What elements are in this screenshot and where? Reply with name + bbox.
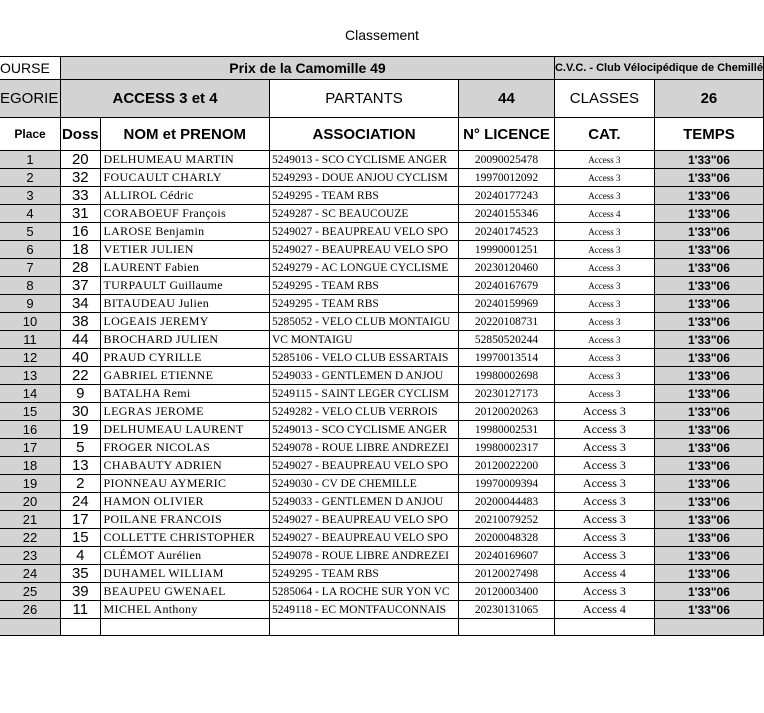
table-row [0,547,764,565]
licence-cell: 20240174523 [459,223,555,241]
column-header-row [0,118,764,151]
doss-cell: 33 [61,187,100,205]
name-cell: CLÉMOT Aurélien [100,547,269,565]
place-cell: 21 [0,511,61,529]
name-cell: POILANE FRANCOIS [100,511,269,529]
name-cell: LOGEAIS JEREMY [100,313,269,331]
place-cell: 26 [0,601,61,619]
association-cell: 5249078 - ROUE LIBRE ANDREZEI [269,547,458,565]
licence-cell: 19970012092 [459,169,555,187]
name-cell: DELHUMEAU MARTIN [100,151,269,169]
name-cell: HAMON OLIVIER [100,493,269,511]
category-cell: Access 3 [554,367,654,385]
category-cell: Access 3 [554,385,654,403]
place-cell: 15 [0,403,61,421]
category-cell: Access 3 [554,529,654,547]
association-cell: 5249033 - GENTLEMEN D ANJOU [269,367,458,385]
table-row [0,223,764,241]
name-cell: GABRIEL ETIENNE [100,367,269,385]
table-row-partial [0,619,764,636]
time-cell: 1'33"06 [654,349,763,367]
category-cell: Access 4 [554,205,654,223]
time-cell: 1'33"06 [654,151,763,169]
empty-cell [100,619,269,636]
time-cell: 1'33"06 [654,565,763,583]
table-row [0,565,764,583]
table-row [0,403,764,421]
doss-cell: 16 [61,223,100,241]
name-cell: CORABOEUF François [100,205,269,223]
time-cell: 1'33"06 [654,475,763,493]
licence-cell: 20230127173 [459,385,555,403]
doss-cell: 5 [61,439,100,457]
time-cell: 1'33"06 [654,205,763,223]
licence-cell: 20120022200 [459,457,555,475]
place-cell: 5 [0,223,61,241]
table-row [0,457,764,475]
table-row [0,529,764,547]
category-cell: Access 3 [554,169,654,187]
table-row [0,259,764,277]
association-cell: 5249293 - DOUE ANJOU CYCLISM [269,169,458,187]
time-cell: 1'33"06 [654,421,763,439]
licence-cell: 19970009394 [459,475,555,493]
name-cell: CHABAUTY ADRIEN [100,457,269,475]
empty-cell [654,619,763,636]
table-row [0,313,764,331]
category-cell: Access 3 [554,439,654,457]
time-cell: 1'33"06 [654,277,763,295]
doss-cell: 13 [61,457,100,475]
doss-cell: 28 [61,259,100,277]
place-cell: 20 [0,493,61,511]
time-cell: 1'33"06 [654,601,763,619]
col-header-association: ASSOCIATION [269,118,458,151]
results-table [0,56,764,636]
doss-cell: 39 [61,583,100,601]
category-cell: Access 3 [554,295,654,313]
licence-cell: 52850520244 [459,331,555,349]
time-cell: 1'33"06 [654,223,763,241]
association-cell: 5249013 - SCO CYCLISME ANGER [269,151,458,169]
licence-cell: 20230131065 [459,601,555,619]
doss-cell: 17 [61,511,100,529]
name-cell: FROGER NICOLAS [100,439,269,457]
partants-count: 44 [459,80,555,118]
licence-cell: 20200048328 [459,529,555,547]
association-cell: VC MONTAIGU [269,331,458,349]
table-row [0,421,764,439]
name-cell: BEAUPEU GWENAEL [100,583,269,601]
category-cell: Access 3 [554,493,654,511]
category-value: ACCESS 3 et 4 [61,80,270,118]
category-cell: Access 3 [554,421,654,439]
page-title: Classement [345,27,419,43]
licence-cell: 20240167679 [459,277,555,295]
name-cell: PRAUD CYRILLE [100,349,269,367]
col-header-cat: CAT. [554,118,654,151]
category-cell: Access 3 [554,403,654,421]
table-row [0,601,764,619]
licence-cell: 20200044483 [459,493,555,511]
doss-cell: 31 [61,205,100,223]
licence-cell: 19980002531 [459,421,555,439]
association-cell: 5249013 - SCO CYCLISME ANGER [269,421,458,439]
association-cell: 5249115 - SAINT LEGER CYCLISM [269,385,458,403]
place-cell: 14 [0,385,61,403]
header-row-course [0,57,764,80]
name-cell: BATALHA Remi [100,385,269,403]
licence-cell: 20240169607 [459,547,555,565]
course-label: OURSE [0,57,61,80]
doss-cell: 38 [61,313,100,331]
doss-cell: 37 [61,277,100,295]
doss-cell: 9 [61,385,100,403]
name-cell: LEGRAS JEROME [100,403,269,421]
category-cell: Access 3 [554,583,654,601]
place-cell: 10 [0,313,61,331]
classes-count: 26 [654,80,763,118]
licence-cell: 20090025478 [459,151,555,169]
doss-cell: 30 [61,403,100,421]
time-cell: 1'33"06 [654,331,763,349]
doss-cell: 19 [61,421,100,439]
time-cell: 1'33"06 [654,547,763,565]
table-row [0,187,764,205]
name-cell: LAURENT Fabien [100,259,269,277]
name-cell: BITAUDEAU Julien [100,295,269,313]
doss-cell: 11 [61,601,100,619]
place-cell: 19 [0,475,61,493]
name-cell: TURPAULT Guillaume [100,277,269,295]
association-cell: 5249078 - ROUE LIBRE ANDREZEI [269,439,458,457]
col-header-doss: Doss [61,118,100,151]
doss-cell: 34 [61,295,100,313]
time-cell: 1'33"06 [654,439,763,457]
doss-cell: 2 [61,475,100,493]
place-cell: 12 [0,349,61,367]
name-cell: FOUCAULT CHARLY [100,169,269,187]
place-cell: 4 [0,205,61,223]
doss-cell: 20 [61,151,100,169]
category-cell: Access 3 [554,349,654,367]
licence-cell: 19980002317 [459,439,555,457]
empty-cell [61,619,100,636]
licence-cell: 20240159969 [459,295,555,313]
empty-cell [269,619,458,636]
time-cell: 1'33"06 [654,493,763,511]
race-name: Prix de la Camomille 49 [61,57,555,80]
licence-cell: 20120020263 [459,403,555,421]
association-cell: 5249295 - TEAM RBS [269,187,458,205]
place-cell: 25 [0,583,61,601]
category-cell: Access 3 [554,241,654,259]
association-cell: 5249282 - VELO CLUB VERROIS [269,403,458,421]
association-cell: 5249287 - SC BEAUCOUZE [269,205,458,223]
doss-cell: 40 [61,349,100,367]
category-cell: Access 3 [554,277,654,295]
doss-cell: 4 [61,547,100,565]
categorie-label: EGORIE [0,80,61,118]
partants-label: PARTANTS [269,80,458,118]
time-cell: 1'33"06 [654,403,763,421]
association-cell: 5249295 - TEAM RBS [269,295,458,313]
table-row [0,493,764,511]
category-cell: Access 3 [554,331,654,349]
table-row [0,367,764,385]
category-cell: Access 4 [554,565,654,583]
place-cell: 9 [0,295,61,313]
table-row [0,511,764,529]
time-cell: 1'33"06 [654,313,763,331]
place-cell: 7 [0,259,61,277]
time-cell: 1'33"06 [654,385,763,403]
place-cell: 16 [0,421,61,439]
name-cell: MICHEL Anthony [100,601,269,619]
licence-cell: 20210079252 [459,511,555,529]
association-cell: 5285106 - VELO CLUB ESSARTAIS [269,349,458,367]
name-cell: COLLETTE CHRISTOPHER [100,529,269,547]
name-cell: ALLIROL Cédric [100,187,269,205]
table-row [0,439,764,457]
table-row [0,205,764,223]
licence-cell: 20240177243 [459,187,555,205]
col-header-temps: TEMPS [654,118,763,151]
place-cell: 2 [0,169,61,187]
association-cell: 5249027 - BEAUPREAU VELO SPO [269,241,458,259]
licence-cell: 20120027498 [459,565,555,583]
doss-cell: 24 [61,493,100,511]
association-cell: 5249295 - TEAM RBS [269,565,458,583]
doss-cell: 15 [61,529,100,547]
category-cell: Access 3 [554,475,654,493]
association-cell: 5249118 - EC MONTFAUCONNAIS [269,601,458,619]
category-cell: Access 3 [554,259,654,277]
association-cell: 5285064 - LA ROCHE SUR YON VC [269,583,458,601]
table-row [0,349,764,367]
results-sheet [0,56,764,636]
time-cell: 1'33"06 [654,295,763,313]
col-header-licence: N° LICENCE [459,118,555,151]
place-cell: 23 [0,547,61,565]
empty-cell [554,619,654,636]
licence-cell: 19970013514 [459,349,555,367]
category-cell: Access 3 [554,313,654,331]
licence-cell: 20220108731 [459,313,555,331]
place-cell: 8 [0,277,61,295]
category-cell: Access 3 [554,547,654,565]
association-cell: 5249279 - AC LONGUE CYCLISME [269,259,458,277]
table-row [0,241,764,259]
name-cell: VETIER JULIEN [100,241,269,259]
time-cell: 1'33"06 [654,367,763,385]
table-row [0,385,764,403]
doss-cell: 44 [61,331,100,349]
col-header-place: Place [0,118,61,151]
time-cell: 1'33"06 [654,457,763,475]
table-row [0,583,764,601]
association-cell: 5249033 - GENTLEMEN D ANJOU [269,493,458,511]
table-row [0,295,764,313]
header-row-category [0,80,764,118]
association-cell: 5285052 - VELO CLUB MONTAIGU [269,313,458,331]
place-cell: 3 [0,187,61,205]
doss-cell: 32 [61,169,100,187]
name-cell: LAROSE Benjamin [100,223,269,241]
place-cell: 1 [0,151,61,169]
table-row [0,475,764,493]
place-cell: 24 [0,565,61,583]
classes-label: CLASSES [554,80,654,118]
time-cell: 1'33"06 [654,241,763,259]
organizer-club: C.V.C. - Club Vélocipédique de Chemillé [554,57,763,80]
place-cell: 18 [0,457,61,475]
association-cell: 5249027 - BEAUPREAU VELO SPO [269,529,458,547]
name-cell: PIONNEAU AYMERIC [100,475,269,493]
name-cell: BROCHARD JULIEN [100,331,269,349]
licence-cell: 20120003400 [459,583,555,601]
time-cell: 1'33"06 [654,169,763,187]
category-cell: Access 3 [554,151,654,169]
table-row [0,169,764,187]
category-cell: Access 3 [554,457,654,475]
category-cell: Access 4 [554,601,654,619]
table-row [0,277,764,295]
name-cell: DELHUMEAU LAURENT [100,421,269,439]
place-cell: 6 [0,241,61,259]
time-cell: 1'33"06 [654,187,763,205]
place-cell: 13 [0,367,61,385]
category-cell: Access 3 [554,511,654,529]
category-cell: Access 3 [554,223,654,241]
licence-cell: 20230120460 [459,259,555,277]
association-cell: 5249027 - BEAUPREAU VELO SPO [269,511,458,529]
results-body [0,151,764,636]
empty-cell [0,619,61,636]
association-cell: 5249295 - TEAM RBS [269,277,458,295]
time-cell: 1'33"06 [654,259,763,277]
place-cell: 17 [0,439,61,457]
place-cell: 22 [0,529,61,547]
col-header-name: NOM et PRENOM [100,118,269,151]
category-cell: Access 3 [554,187,654,205]
licence-cell: 19980002698 [459,367,555,385]
doss-cell: 22 [61,367,100,385]
association-cell: 5249030 - CV DE CHEMILLE [269,475,458,493]
time-cell: 1'33"06 [654,529,763,547]
time-cell: 1'33"06 [654,583,763,601]
table-row [0,151,764,169]
doss-cell: 18 [61,241,100,259]
time-cell: 1'33"06 [654,511,763,529]
licence-cell: 19990001251 [459,241,555,259]
association-cell: 5249027 - BEAUPREAU VELO SPO [269,223,458,241]
place-cell: 11 [0,331,61,349]
doss-cell: 35 [61,565,100,583]
table-row [0,331,764,349]
licence-cell: 20240155346 [459,205,555,223]
empty-cell [459,619,555,636]
name-cell: DUHAMEL WILLIAM [100,565,269,583]
association-cell: 5249027 - BEAUPREAU VELO SPO [269,457,458,475]
